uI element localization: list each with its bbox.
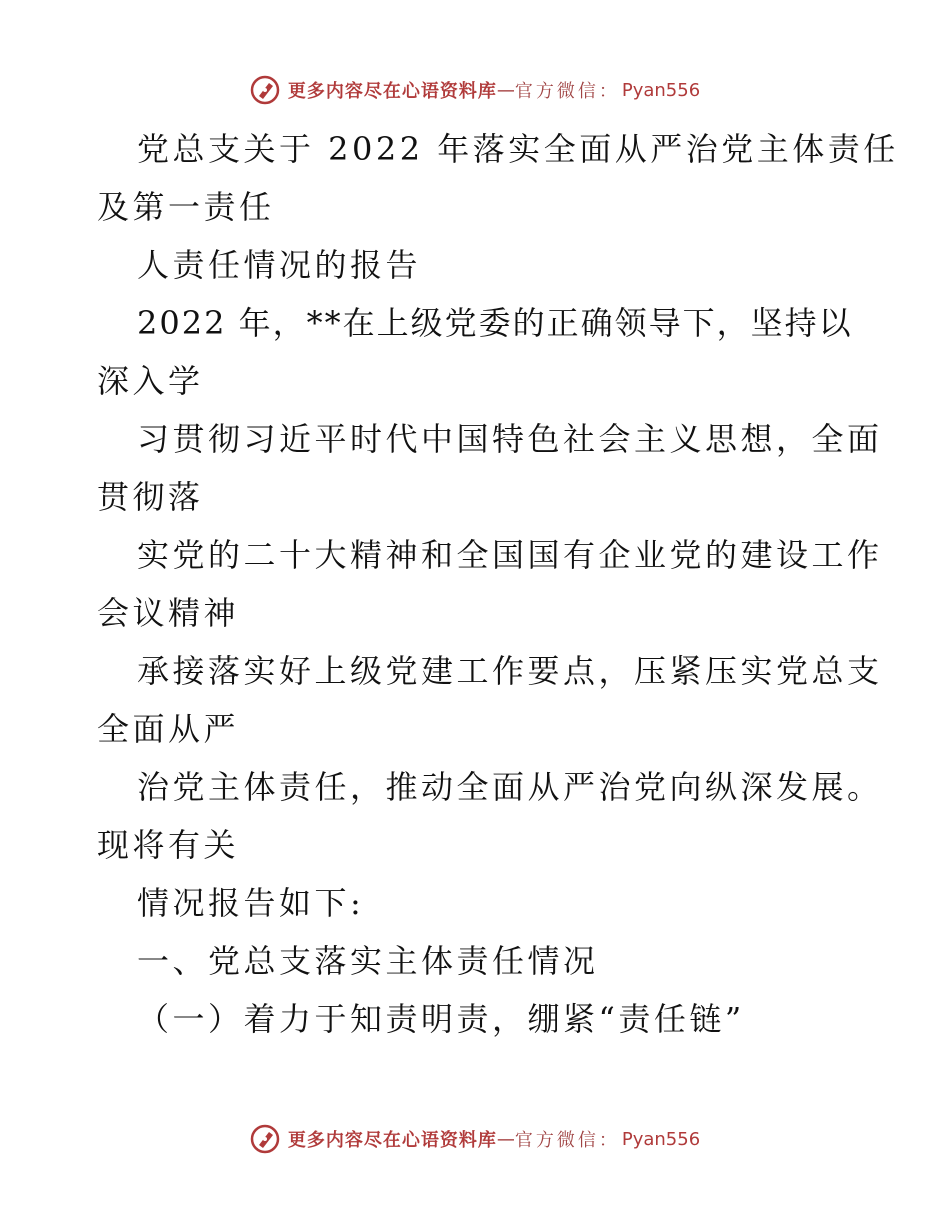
watermark-wechat-id: Pyan556 [621,1128,701,1150]
pen-nib-logo-icon [250,1124,280,1154]
body-line: 情况报告如下: [137,884,365,922]
footer-watermark [0,1119,950,1159]
document-title-line-1: 党总支关于 2022 年落实全面从严治党主体责任 [137,130,899,168]
body-line: 习贯彻习近平时代中国特色社会主义思想，全面 [137,420,883,458]
header-watermark [0,70,950,110]
body-line: 实党的二十大精神和全国国有企业党的建设工作 [137,536,883,574]
watermark-wechat-label: 官方微信： [514,81,620,102]
document-title-line-3: 人责任情况的报告 [137,246,422,284]
document-title-line-2: 及第一责任 [97,188,275,226]
body-line: 承接落实好上级党建工作要点，压紧压实党总支 [137,652,883,690]
watermark-dash: — [496,1128,515,1150]
subsection-heading: （一）着力于知责明责，绷紧“责任链” [137,1000,745,1038]
body-line: 会议精神 [97,594,240,632]
watermark-wechat-label: 官方微信： [514,1130,620,1151]
watermark-main-text: 更多内容尽在心语资料库 [287,81,497,102]
body-line: 全面从严 [97,710,240,748]
watermark-wechat-id: Pyan556 [621,79,701,101]
body-line: 治党主体责任，推动全面从严治党向纵深发展。 [137,768,883,806]
pen-nib-logo-icon [250,75,280,105]
body-line: 贯彻落 [97,478,204,516]
body-line: 深入学 [97,362,204,400]
body-line: 2022 年，**在上级党委的正确领导下，坚持以 [137,304,853,342]
watermark-main-text: 更多内容尽在心语资料库 [287,1130,497,1151]
watermark-dash: — [496,79,515,101]
document-body [97,120,899,1048]
body-line: 现将有关 [97,826,240,864]
section-heading: 一、党总支落实主体责任情况 [137,942,599,980]
